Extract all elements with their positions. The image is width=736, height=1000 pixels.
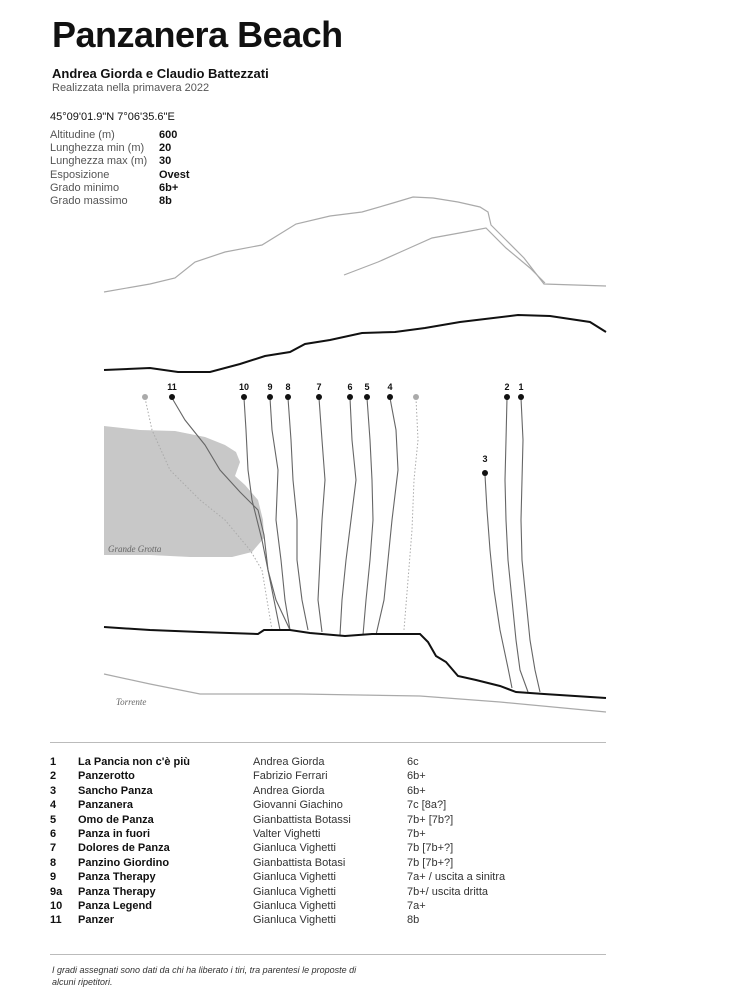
info-label: Grado massimo [50, 194, 128, 207]
route-num: 4 [50, 799, 57, 812]
route-grade: 7b+ [7b?] [407, 813, 454, 826]
route-dot [285, 394, 291, 400]
route-line [505, 398, 528, 692]
river-label: Torrente [116, 697, 147, 707]
route-num: 5 [50, 813, 57, 826]
route-line [485, 475, 512, 688]
route-setter: Valter Vighetti [253, 827, 321, 840]
route-row [50, 828, 610, 842]
route-dot [316, 394, 322, 400]
route-line [288, 398, 308, 630]
route-dot [504, 394, 510, 400]
route-num: 3 [50, 784, 57, 797]
route-grade: 7a+ [407, 899, 426, 912]
route-grade: 7b+/ uscita dritta [407, 885, 489, 898]
info-value: 20 [159, 142, 172, 155]
info-label: Lunghezza min (m) [50, 142, 145, 155]
route-row [50, 799, 610, 813]
route-setter: Gianbattista Botasi [253, 856, 346, 869]
route-setter: Gianluca Vighetti [253, 885, 336, 898]
route-name: Sancho Panza [78, 784, 153, 797]
route-number: 5 [364, 382, 370, 392]
route-number: 8 [285, 382, 291, 392]
info-label: Grado minimo [50, 181, 120, 194]
route-name: La Pancia non c'è più [78, 756, 191, 768]
route-num: 9 [50, 871, 57, 884]
route-dot [169, 394, 175, 400]
route-dot [364, 394, 370, 400]
route-grade: 6b+ [407, 770, 426, 783]
route-num: 1 [50, 756, 57, 768]
route-line [521, 398, 540, 692]
page-title: Panzanera Beach [52, 14, 343, 55]
route-number: 1 [518, 382, 524, 392]
route-grade: 7b [7b+?] [407, 856, 454, 869]
route-row [50, 814, 610, 828]
route-dot [482, 470, 488, 476]
route-line [376, 398, 398, 635]
route-num: 9a [50, 885, 63, 898]
info-label: Esposizione [50, 168, 110, 181]
route-row [50, 914, 610, 928]
route-grade: 6c [407, 756, 419, 768]
route-dot [413, 394, 419, 400]
info-value: 8b [159, 194, 172, 207]
authors: Andrea Giorda e Claudio Battezzati [52, 66, 269, 81]
route-grade: 7c [8a?] [407, 799, 447, 812]
route-num: 6 [50, 827, 57, 840]
route-setter: Giovanni Giachino [253, 799, 343, 812]
route-grade: 7a+ / uscita a sinitra [407, 871, 506, 884]
crag-base-line [104, 627, 606, 698]
route-name: Panzino Giordino [78, 856, 170, 869]
route-name: Panzer [78, 914, 115, 927]
route-name: Panza Therapy [78, 871, 156, 884]
route-num: 11 [50, 914, 62, 927]
route-grade: 6b+ [407, 784, 426, 797]
route-name: Panzerotto [78, 770, 135, 783]
route-row [50, 785, 610, 799]
route-line [318, 398, 325, 632]
route-number: 9 [267, 382, 273, 392]
route-num: 8 [50, 856, 57, 869]
route-dot [241, 394, 247, 400]
route-line [363, 398, 373, 635]
coordinates: 45°09'01.9"N 7°06'35.6"E [50, 111, 175, 123]
route-row [50, 900, 610, 914]
route-setter: Gianluca Vighetti [253, 899, 336, 912]
route-name: Dolores de Panza [78, 842, 170, 855]
route-number: 10 [238, 382, 250, 392]
route-row [50, 886, 610, 900]
route-row [50, 857, 610, 871]
route-dot [347, 394, 353, 400]
route-setter: Gianluca Vighetti [253, 842, 336, 855]
crag-top-line [104, 315, 606, 372]
route-dot [267, 394, 273, 400]
mountain-ridge-outline [104, 194, 606, 292]
route-name: Panza Therapy [78, 885, 156, 898]
route-num: 7 [50, 842, 57, 855]
route-number: 4 [387, 382, 393, 392]
grotto-label: Grande Grotta [108, 544, 162, 554]
divider [50, 742, 606, 743]
route-list [50, 756, 610, 929]
route-setter: Gianbattista Botassi [253, 813, 351, 826]
route-grade: 7b [7b+?] [407, 842, 454, 855]
route-line [340, 398, 356, 635]
route-setter: Gianluca Vighetti [253, 871, 336, 884]
route-name: Panza in fuori [78, 827, 151, 840]
route-number: 3 [482, 454, 488, 464]
route-setter: Andrea Giorda [253, 784, 325, 797]
route-number: 6 [347, 382, 353, 392]
route-setter: Gianluca Vighetti [253, 914, 336, 927]
route-number: 2 [504, 382, 510, 392]
info-label: Lunghezza max (m) [50, 155, 148, 168]
info-value: 30 [159, 155, 172, 168]
mountain-ridge-inner [344, 228, 545, 283]
info-label: Altitudine (m) [50, 129, 115, 141]
footnote: I gradi assegnati sono dati da chi ha liberato i tiri, tra parentesi le proposte di alcuni ripetitori. [52, 965, 357, 987]
info-value: 600 [159, 129, 178, 141]
route-row [50, 871, 610, 885]
route-name: Omo de Panza [78, 813, 154, 826]
route-dot [518, 394, 524, 400]
route-grade: 7b+ [407, 827, 426, 840]
route-number: 7 [316, 382, 322, 392]
divider [50, 954, 606, 955]
route-grade: 8b [407, 914, 420, 927]
route-row [50, 842, 610, 856]
info-value: Ovest [159, 168, 190, 181]
route-row [50, 756, 610, 770]
info-value: 6b+ [159, 181, 179, 194]
route-num: 2 [50, 770, 57, 783]
route-num: 10 [50, 899, 63, 912]
subtitle: Realizzata nella primavera 2022 [52, 82, 210, 94]
route-number: 11 [167, 382, 177, 392]
route-setter: Fabrizio Ferrari [253, 770, 328, 783]
route-name: Panza Legend [78, 899, 152, 912]
route-dot [142, 394, 148, 400]
route-row [50, 770, 610, 784]
dotted-path [404, 398, 418, 630]
route-name: Panzanera [78, 799, 134, 812]
route-dot [387, 394, 393, 400]
route-setter: Andrea Giorda [253, 756, 325, 768]
